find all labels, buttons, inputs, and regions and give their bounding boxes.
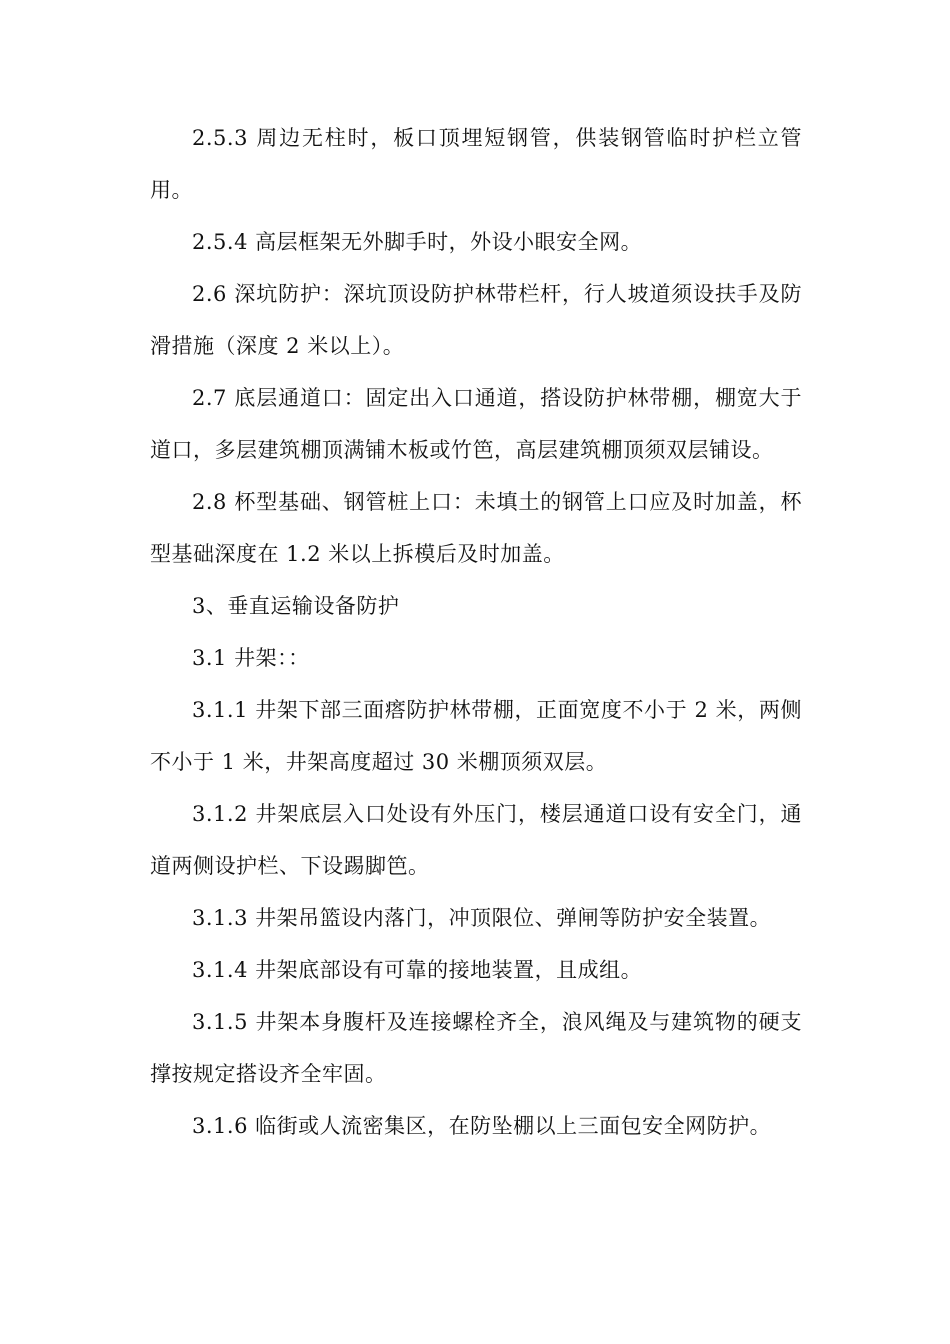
paragraph-3-1-4: 3.1.4 井架底部设有可靠的接地装置，且成组。	[192, 958, 643, 982]
paragraph-3-1: 3.1 井架：：	[192, 646, 310, 670]
paragraph-2-7: 2.7 底层通道口：固定出入口通道，搭设防护林带棚，棚宽大于道口，多层建筑棚顶满铺木板或竹笆，高层建筑棚顶须双层铺设。	[150, 386, 802, 462]
paragraph-2-5-4: 2.5.4 高层框架无外脚手时，外设小眼安全网。	[192, 230, 643, 254]
paragraph-3-1-2: 3.1.2 井架底层入口处设有外压门，楼层通道口设有安全门，通道两侧设护栏、下设踢脚笆。	[150, 802, 802, 878]
paragraph-2-6: 2.6 深坑防护：深坑顶设防护林带栏杆，行人坡道须设扶手及防滑措施（深度 2 米以上）。	[150, 282, 802, 358]
paragraph-2-8: 2.8 杯型基础、钢管桩上口：未填土的钢管上口应及时加盖，杯型基础深度在 1.2 米以上拆模后及时加盖。	[150, 490, 802, 566]
section-heading-3: 3、垂直运输设备防护	[192, 594, 400, 618]
paragraph-3-1-5: 3.1.5 井架本身腹杆及连接螺栓齐全，浪风绳及与建筑物的硬支撑按规定搭设齐全牢固。	[150, 1010, 802, 1086]
paragraph-3-1-6: 3.1.6 临街或人流密集区，在防坠棚以上三面包安全网防护。	[192, 1114, 772, 1138]
paragraph-3-1-3: 3.1.3 井架吊篮设内落门，冲顶限位、弹闸等防护安全装置。	[192, 906, 772, 930]
paragraph-3-1-1: 3.1.1 井架下部三面瘩防护林带棚，正面宽度不小于 2 米，两侧不小于 1 米，井架高度超过 30 米棚顶须双层。	[150, 698, 802, 774]
paragraph-2-5-3: 2.5.3 周边无柱时，板口顶埋短钢管，供装钢管临时护栏立管用。	[150, 126, 802, 202]
document-body	[150, 112, 802, 1152]
